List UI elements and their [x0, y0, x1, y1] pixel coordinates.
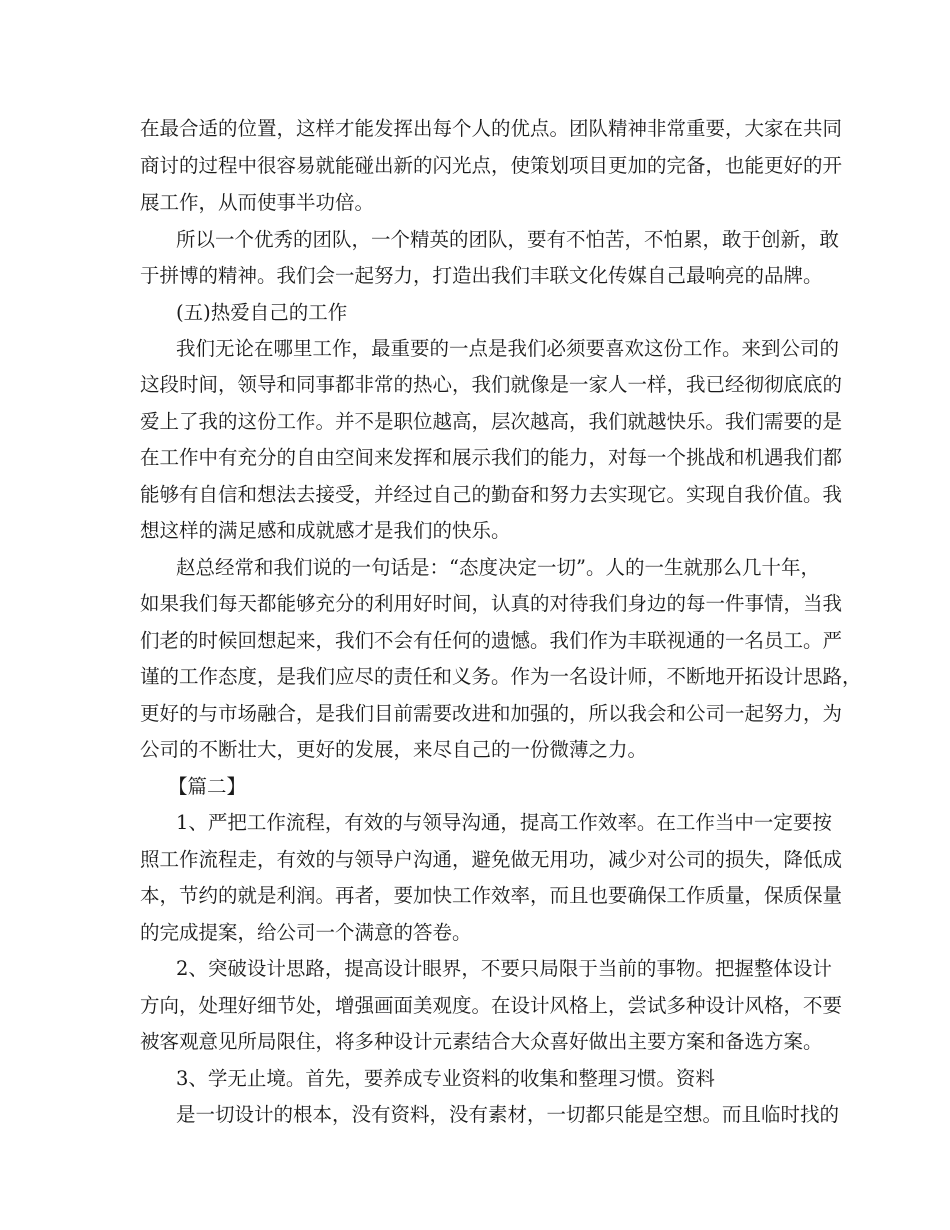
text-line: 商讨的过程中很容易就能碰出新的闪光点，使策划项目更加的完备，也能更好的开	[140, 154, 843, 177]
text-line: 的完成提案，给公司一个满意的答卷。	[140, 921, 472, 944]
text-line: 本，节约的就是利润。再者，要加快工作效率，而且也要确保工作质量，保质保量	[140, 884, 843, 907]
text-line: 展工作，从而使事半功倍。	[140, 191, 375, 214]
text-line: 于拼博的精神。我们会一起努力，打造出我们丰联文化传媒自己最响亮的品牌。	[140, 264, 823, 287]
text-line: 如果我们每天都能够充分的利用好时间，认真的对待我们身边的每一件事情，当我	[140, 592, 843, 615]
text-line: 爱上了我的这份工作。并不是职位越高，层次越高，我们就越快乐。我们需要的是	[140, 410, 843, 433]
text-line: 公司的不断壮大，更好的发展，来尽自己的一份微薄之力。	[140, 738, 648, 761]
text-line: 更好的与市场融合，是我们目前需要改进和加强的，所以我会和公司一起努力，为	[140, 702, 843, 725]
text-line: 我们无论在哪里工作，最重要的一点是我们必须要喜欢这份工作。来到公司的	[176, 337, 840, 360]
text-line: 被客观意见所局限住，将多种设计元素结合大众喜好做出主要方案和备选方案。	[140, 1030, 823, 1053]
text-line: 这段时间，领导和同事都非常的热心，我们就像是一家人一样，我已经彻彻底底的	[140, 373, 843, 396]
section-heading: (五)热爱自己的工作	[176, 301, 348, 324]
text-line: 在工作中有充分的自由空间来发挥和展示我们的能力，对每一个挑战和机遇我们都	[140, 446, 843, 469]
text-line: 们老的时候回想起来，我们不会有任何的遗憾。我们作为丰联视通的一名员工。严	[140, 629, 843, 652]
text-line: 1、严把工作流程，有效的与领导沟通，提高工作效率。在工作当中一定要按	[176, 811, 832, 834]
text-line: 是一切设计的根本，没有资料，没有素材，一切都只能是空想。而且临时找的	[176, 1103, 840, 1126]
text-line: 2、突破设计思路，提高设计眼界，不要只局限于当前的事物。把握整体设计	[176, 957, 832, 980]
section-heading: 【篇二】	[168, 775, 247, 798]
text-line: 所以一个优秀的团队，一个精英的团队，要有不怕苦，不怕累，敢于创新，敢	[176, 228, 840, 251]
text-line: 想这样的满足感和成就感才是我们的快乐。	[140, 519, 511, 542]
text-line: 方向，处理好细节处，增强画面美观度。在设计风格上，尝试多种设计风格，不要	[140, 994, 843, 1017]
text-line: 能够有自信和想法去接受，并经过自己的勤奋和努力去实现它。实现自我价值。我	[140, 483, 843, 506]
text-line: 在最合适的位置，这样才能发挥出每个人的优点。团队精神非常重要，大家在共同	[140, 117, 843, 140]
text-line: 3、学无止境。首先，要养成专业资料的收集和整理习惯。资料	[176, 1067, 715, 1090]
text-line: 谨的工作态度，是我们应尽的责任和义务。作为一名设计师，不断地开拓设计思路，	[140, 665, 862, 688]
text-line: 赵总经常和我们说的一句话是：“态度决定一切”。人的一生就那么几十年，	[176, 556, 820, 579]
text-line: 照工作流程走，有效的与领导户沟通，避免做无用功，减少对公司的损失，降低成	[140, 848, 843, 871]
